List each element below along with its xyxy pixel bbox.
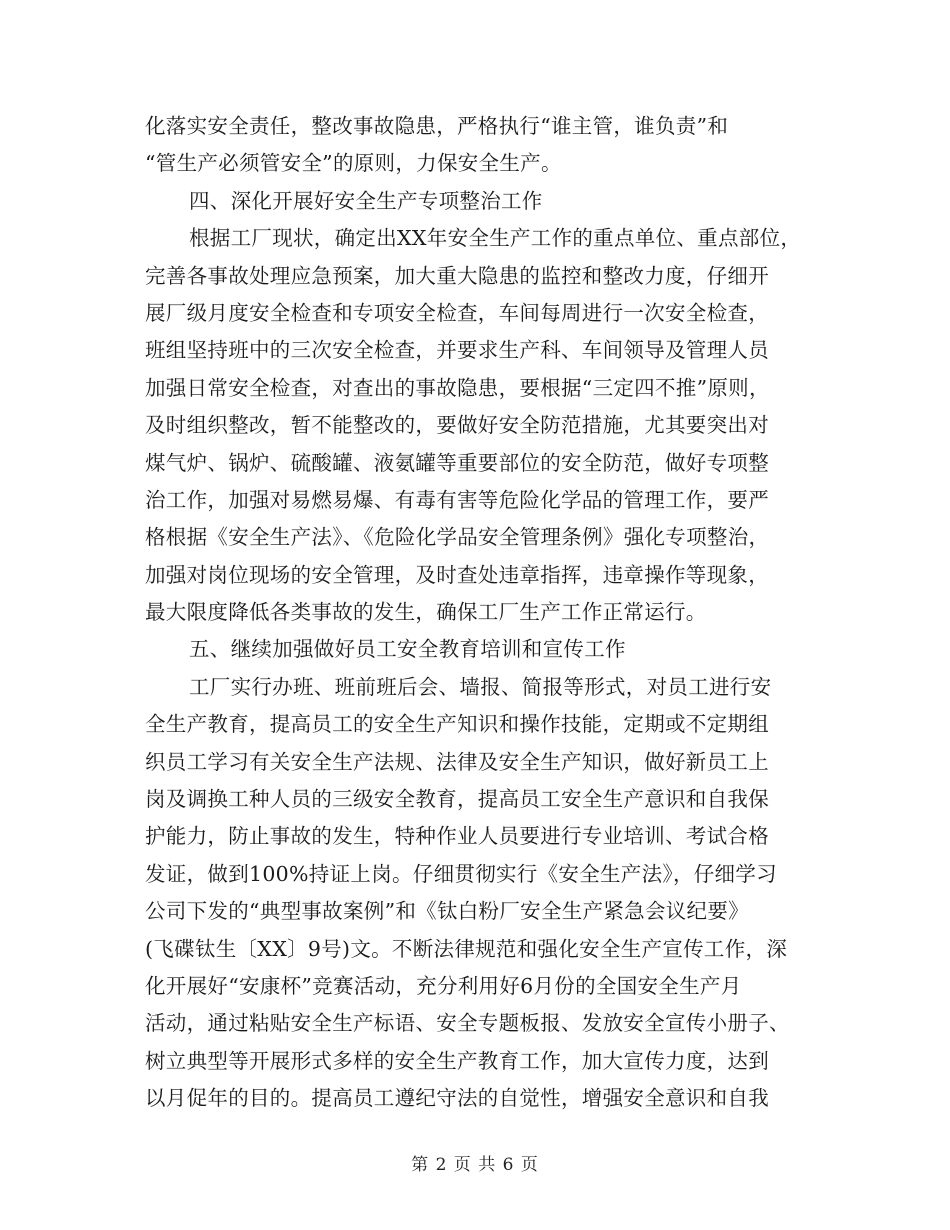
body-text — [145, 108, 835, 1118]
text-line: 展厂级月度安全检查和专项安全检查，车间每周进行一次安全检查， — [145, 300, 769, 325]
section-heading: 四、深化开展好安全生产专项整治工作 — [189, 188, 543, 213]
text-line: 全生产教育，提高员工的安全生产知识和操作技能，定期或不定期组 — [145, 712, 769, 737]
text-line: 岗及调换工种人员的三级安全教育，提高员工安全生产意识和自我保 — [145, 787, 769, 812]
text-line: 最大限度降低各类事故的发生，确保工厂生产工作正常运行。 — [145, 600, 707, 625]
text-line: 以月促年的目的。提高员工遵纪守法的自觉性，增强安全意识和自我 — [145, 1086, 769, 1111]
text-line: 完善各事故处理应急预案，加大重大隐患的监控和整改力度，仔细开 — [145, 263, 769, 288]
text-line: 加强日常安全检查，对查出的事故隐患，要根据“三定四不推”原则， — [145, 375, 770, 400]
text-line: (飞碟钛生〔XX〕9号)文。不断法律规范和强化安全生产宣传工作，深 — [145, 936, 788, 961]
text-line: 班组坚持班中的三次安全检查，并要求生产科、车间领导及管理人员 — [145, 338, 769, 363]
text-line: 加强对岗位现场的安全管理，及时查处违章指挥，违章操作等现象， — [145, 562, 769, 587]
text-line: 树立典型等开展形式多样的安全生产教育工作，加大宣传力度，达到 — [145, 1048, 769, 1073]
text-line: 格根据《安全生产法》、《危险化学品安全管理条例》强化专项整治， — [145, 525, 770, 550]
text-line: 护能力，防止事故的发生，特种作业人员要进行专业培训、考试合格 — [145, 824, 769, 849]
paragraph-first-line: 根据工厂现状，确定出XX年安全生产工作的重点单位、重点部位， — [189, 226, 802, 251]
text-line: 公司下发的“典型事故案例”和《钛白粉厂安全生产紧急会议纪要》 — [145, 899, 749, 924]
page-number-label: 第 2 页 共 6 页 — [411, 1155, 539, 1175]
paragraph-first-line: 工厂实行办班、班前班后会、墙报、简报等形式，对员工进行安 — [189, 674, 772, 699]
text-line: 化开展好“安康杯”竞赛活动，充分利用好6月份的全国安全生产月 — [145, 973, 742, 998]
text-line: 及时组织整改，暂不能整改的，要做好安全防范措施，尤其要突出对 — [145, 413, 769, 438]
text-line: 发证，做到100%持证上岗。仔细贯彻实行《安全生产法》，仔细学习 — [145, 861, 777, 886]
text-line: 煤气炉、锅炉、硫酸罐、液氨罐等重要部位的安全防范，做好专项整 — [145, 450, 769, 475]
page-footer — [0, 1150, 950, 1175]
text-line: 活动，通过粘贴安全生产标语、安全专题板报、发放安全宣传小册子、 — [145, 1011, 790, 1036]
text-line: 化落实安全责任，整改事故隐患，严格执行“谁主管，谁负责”和 — [145, 114, 729, 138]
text-line: 治工作，加强对易燃易爆、有毒有害等危险化学品的管理工作，要严 — [145, 487, 769, 512]
section-heading: 五、继续加强做好员工安全教育培训和宣传工作 — [189, 637, 626, 662]
text-line: 织员工学习有关安全生产法规、法律及安全生产知识，做好新员工上 — [145, 749, 769, 774]
text-line: “管生产必须管安全”的原则，力保安全生产。 — [145, 151, 562, 176]
